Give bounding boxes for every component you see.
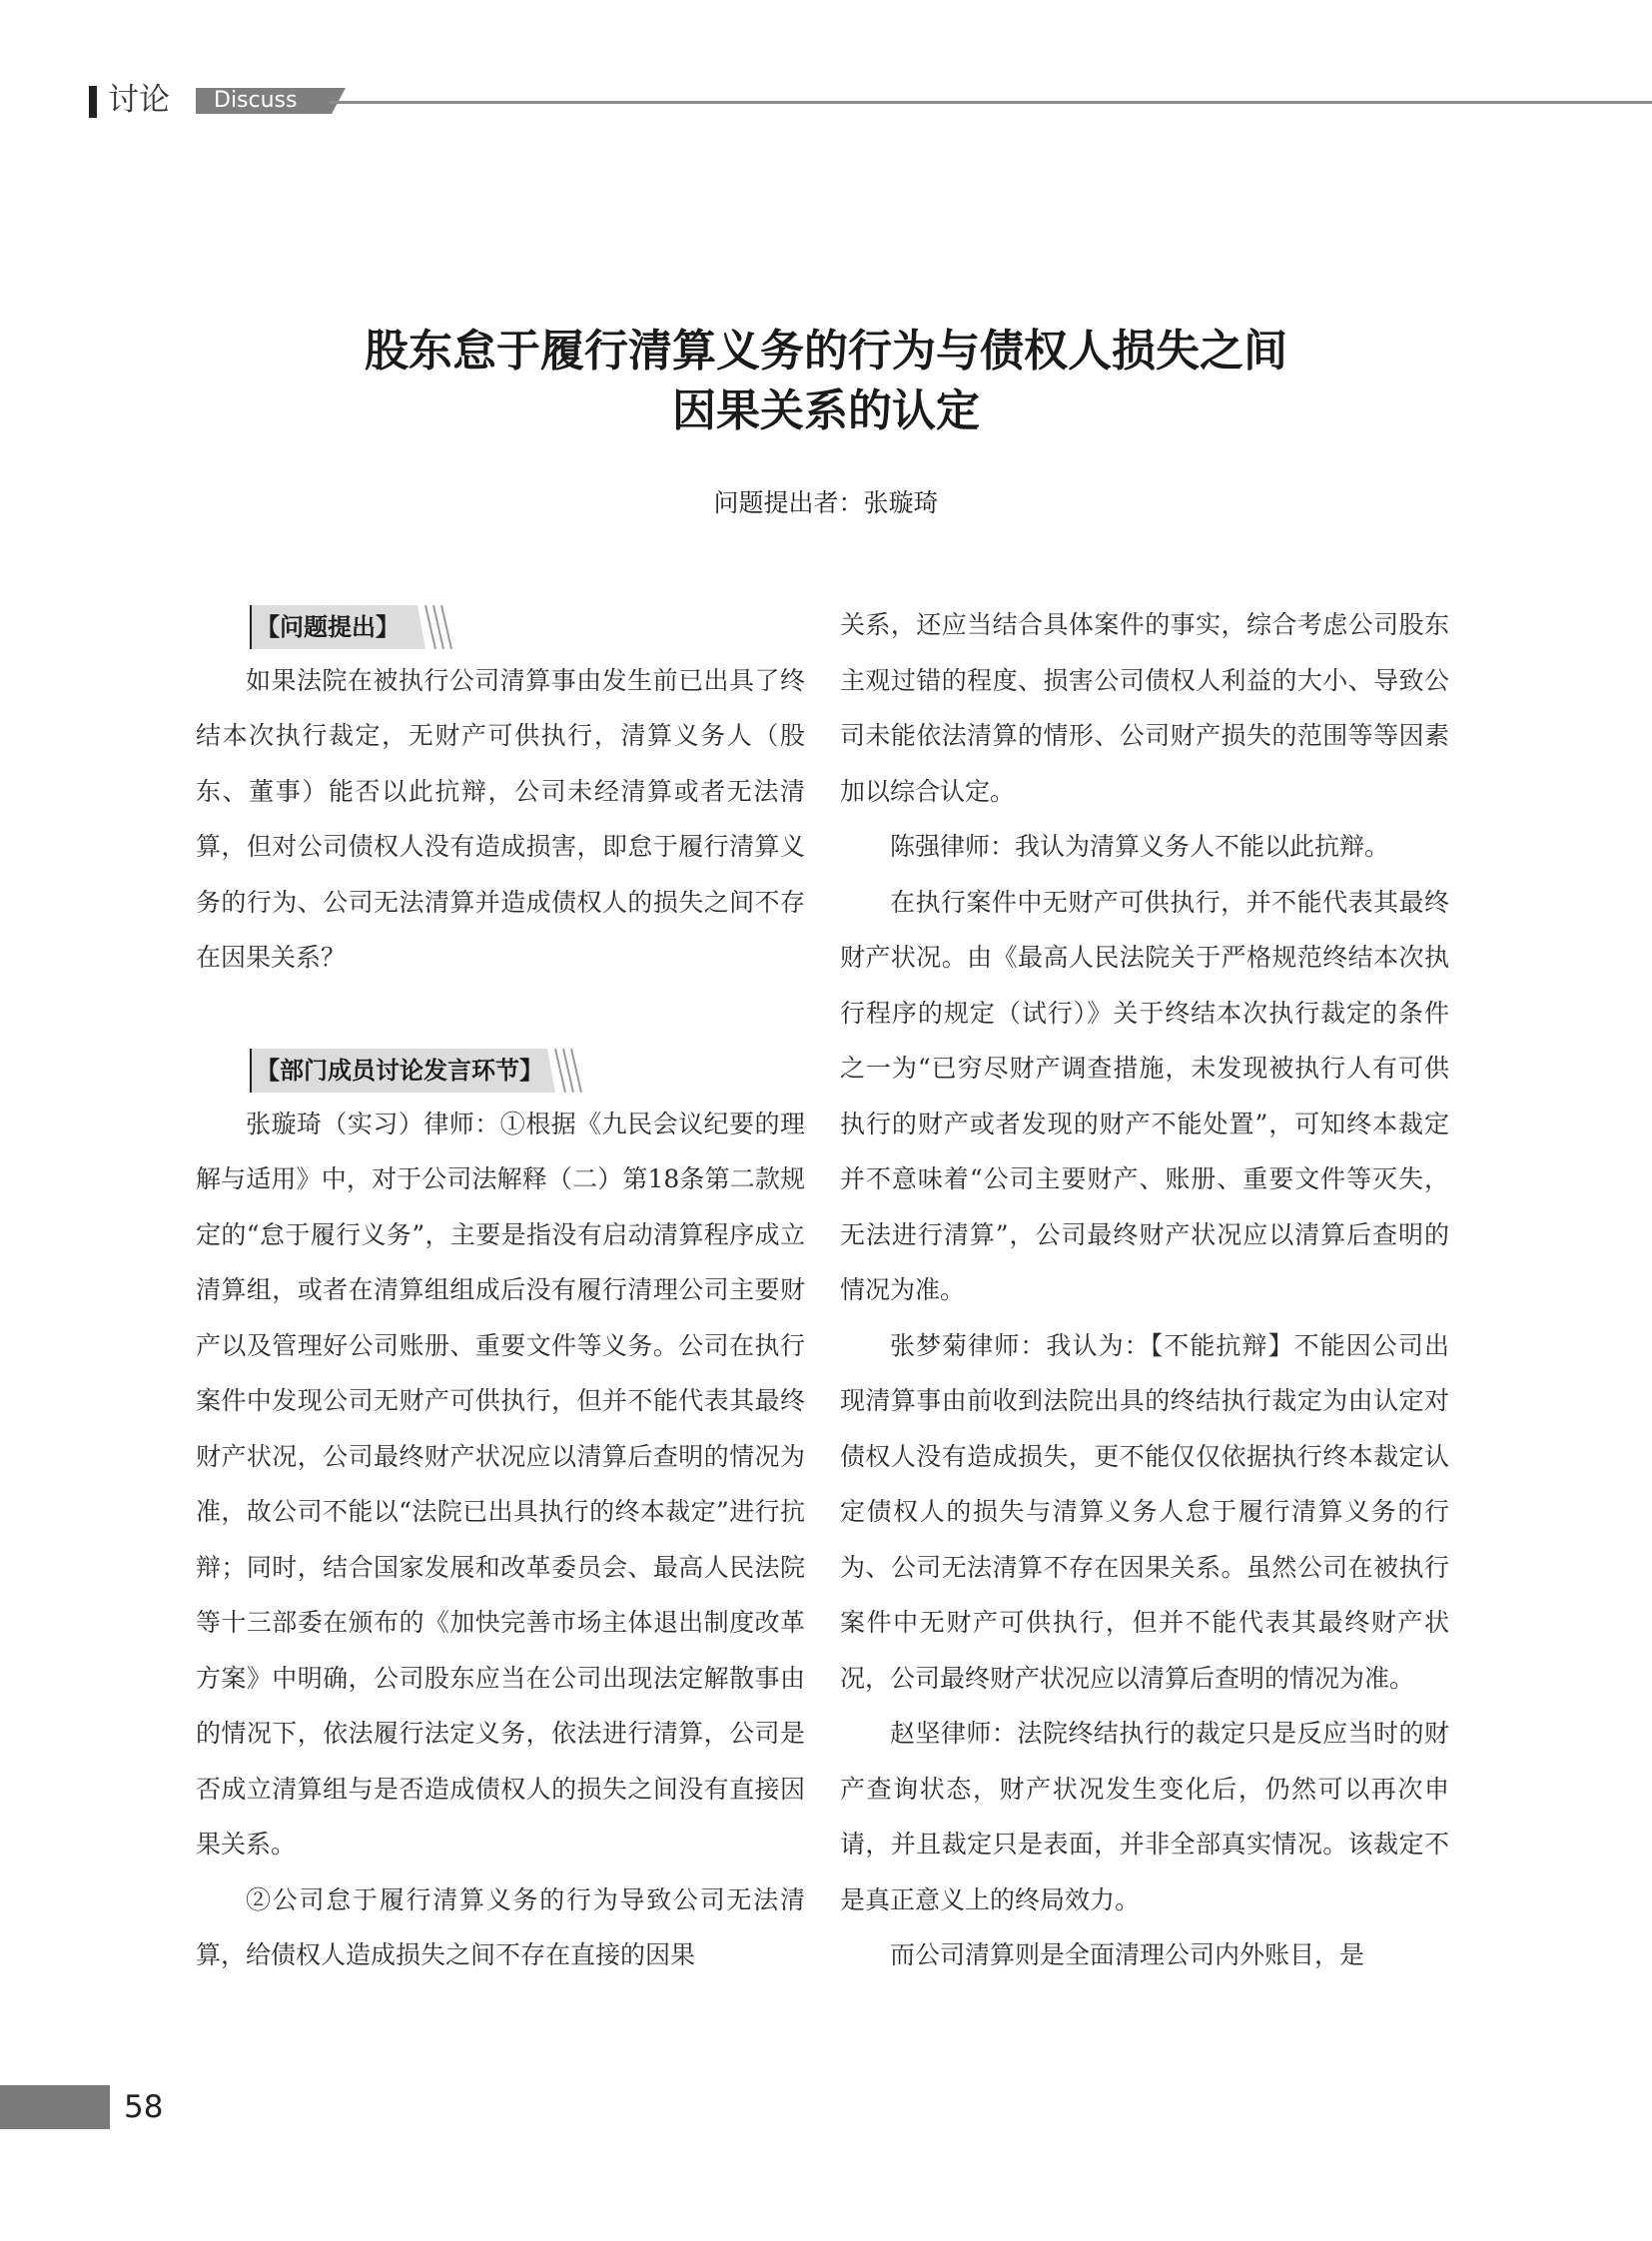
paragraph: 张璇琦（实习）律师：①根据《九民会议纪要的理解与适用》中，对于公司法解释（二）第18条第二款规定的“怠于履行义务”，主要是指没有启动清算程序成立清算组，或者在清算组组成后没有履行清理公司主要财产以及管理好公司账册、重要文件等义务。公司在执行案件中发现公司无财产可供执行，但并不能代表其最终财产状况，公司最终财产状况应以清算后查明的情况为准，故公司不能以“法院已出具执行的终本裁定”进行抗辩；同时，结合国家发展和改革委员会、最高人民法院等十三部委在颁布的《加快完善市场主体退出制度改革方案》中明确，公司股东应当在公司出现法定解散事由的情况下，依法履行法定义务，依法进行清算，公司是否成立清算组与是否造成债权人的损失之间没有直接因果关系。 bbox=[196, 1109, 805, 1859]
page-number-bar bbox=[0, 2085, 110, 2129]
page-number: 58 bbox=[124, 2089, 164, 2125]
article-title-line-2: 因果关系的认定 bbox=[672, 385, 980, 436]
header-accent-bar bbox=[89, 86, 97, 118]
section-heading-text: 【问题提出】 bbox=[256, 613, 400, 641]
section-tag bbox=[196, 88, 346, 114]
right-column bbox=[840, 597, 1449, 1983]
article-title bbox=[0, 322, 1652, 441]
running-header bbox=[0, 80, 1652, 120]
paragraph: 张梦菊律师：我认为：【不能抗辩】不能因公司出现清算事由前收到法院出具的终结执行裁定为由认定对债权人没有造成损失，更不能仅仅依据执行终本裁定认定债权人的损失与清算义务人怠于履行清算义务的行为、公司无法清算不存在因果关系。虽然公司在被执行案件中无财产可供执行，但并不能代表其最终财产状况，公司最终财产状况应以清算后查明的情况为准。 bbox=[840, 1330, 1449, 1693]
paragraph-continued: 关系，还应当结合具体案件的事实，综合考虑公司股东主观过错的程度、损害公司债权人利益的大小、导致公司未能依法清算的情形、公司财产损失的范围等等因素加以综合认定。 bbox=[840, 610, 1449, 806]
section-label: 讨论 bbox=[108, 82, 170, 118]
section-heading-question bbox=[196, 597, 805, 653]
paragraph: 而公司清算则是全面清理公司内外账目，是 bbox=[890, 1940, 1365, 1969]
article-title-line-1: 股东怠于履行清算义务的行为与债权人损失之间 bbox=[365, 326, 1287, 376]
article-author: 问题提出者：张璇琦 bbox=[713, 488, 939, 517]
spacer bbox=[196, 986, 805, 1042]
section-heading-discussion bbox=[196, 1041, 805, 1097]
left-column bbox=[196, 597, 805, 1983]
paragraph: 如果法院在被执行公司清算事由发生前已出具了终结本次执行裁定，无财产可供执行，清算义务人（股东、董事）能否以此抗辩，公司未经清算或者无法清算，但对公司债权人没有造成损害，即怠于履行清算义务的行为、公司无法清算并造成债权人的损失之间不存在因果关系？ bbox=[196, 665, 805, 972]
paragraph: 赵坚律师：法院终结执行的裁定只是反应当时的财产查询状态，财产状况发生变化后，仍然可以再次申请，并且裁定只是表面，并非全部真实情况。该裁定不是真正意义上的终局效力。 bbox=[840, 1719, 1449, 1914]
paragraph: 在执行案件中无财产可供执行，并不能代表其最终财产状况。由《最高人民法院关于严格规范终结本次执行程序的规定（试行）》关于终结本次执行裁定的条件之一为“已穷尽财产调查措施，未发现被执行人有可供执行的财产或者发现的财产不能处置”，可知终本裁定并不意味着“公司主要财产、账册、重要文件等灭失，无法进行清算”，公司最终财产状况应以清算后查明的情况为准。 bbox=[840, 887, 1449, 1304]
section-tag-label: Discuss bbox=[214, 88, 298, 113]
header-rule bbox=[330, 101, 1652, 104]
paragraph: 陈强律师：我认为清算义务人不能以此抗辩。 bbox=[890, 832, 1390, 861]
paragraph: ②公司怠于履行清算义务的行为导致公司无法清算，给债权人造成损失之间不存在直接的因果 bbox=[196, 1884, 805, 1969]
section-heading-text: 【部门成员讨论发言环节】 bbox=[256, 1057, 543, 1085]
